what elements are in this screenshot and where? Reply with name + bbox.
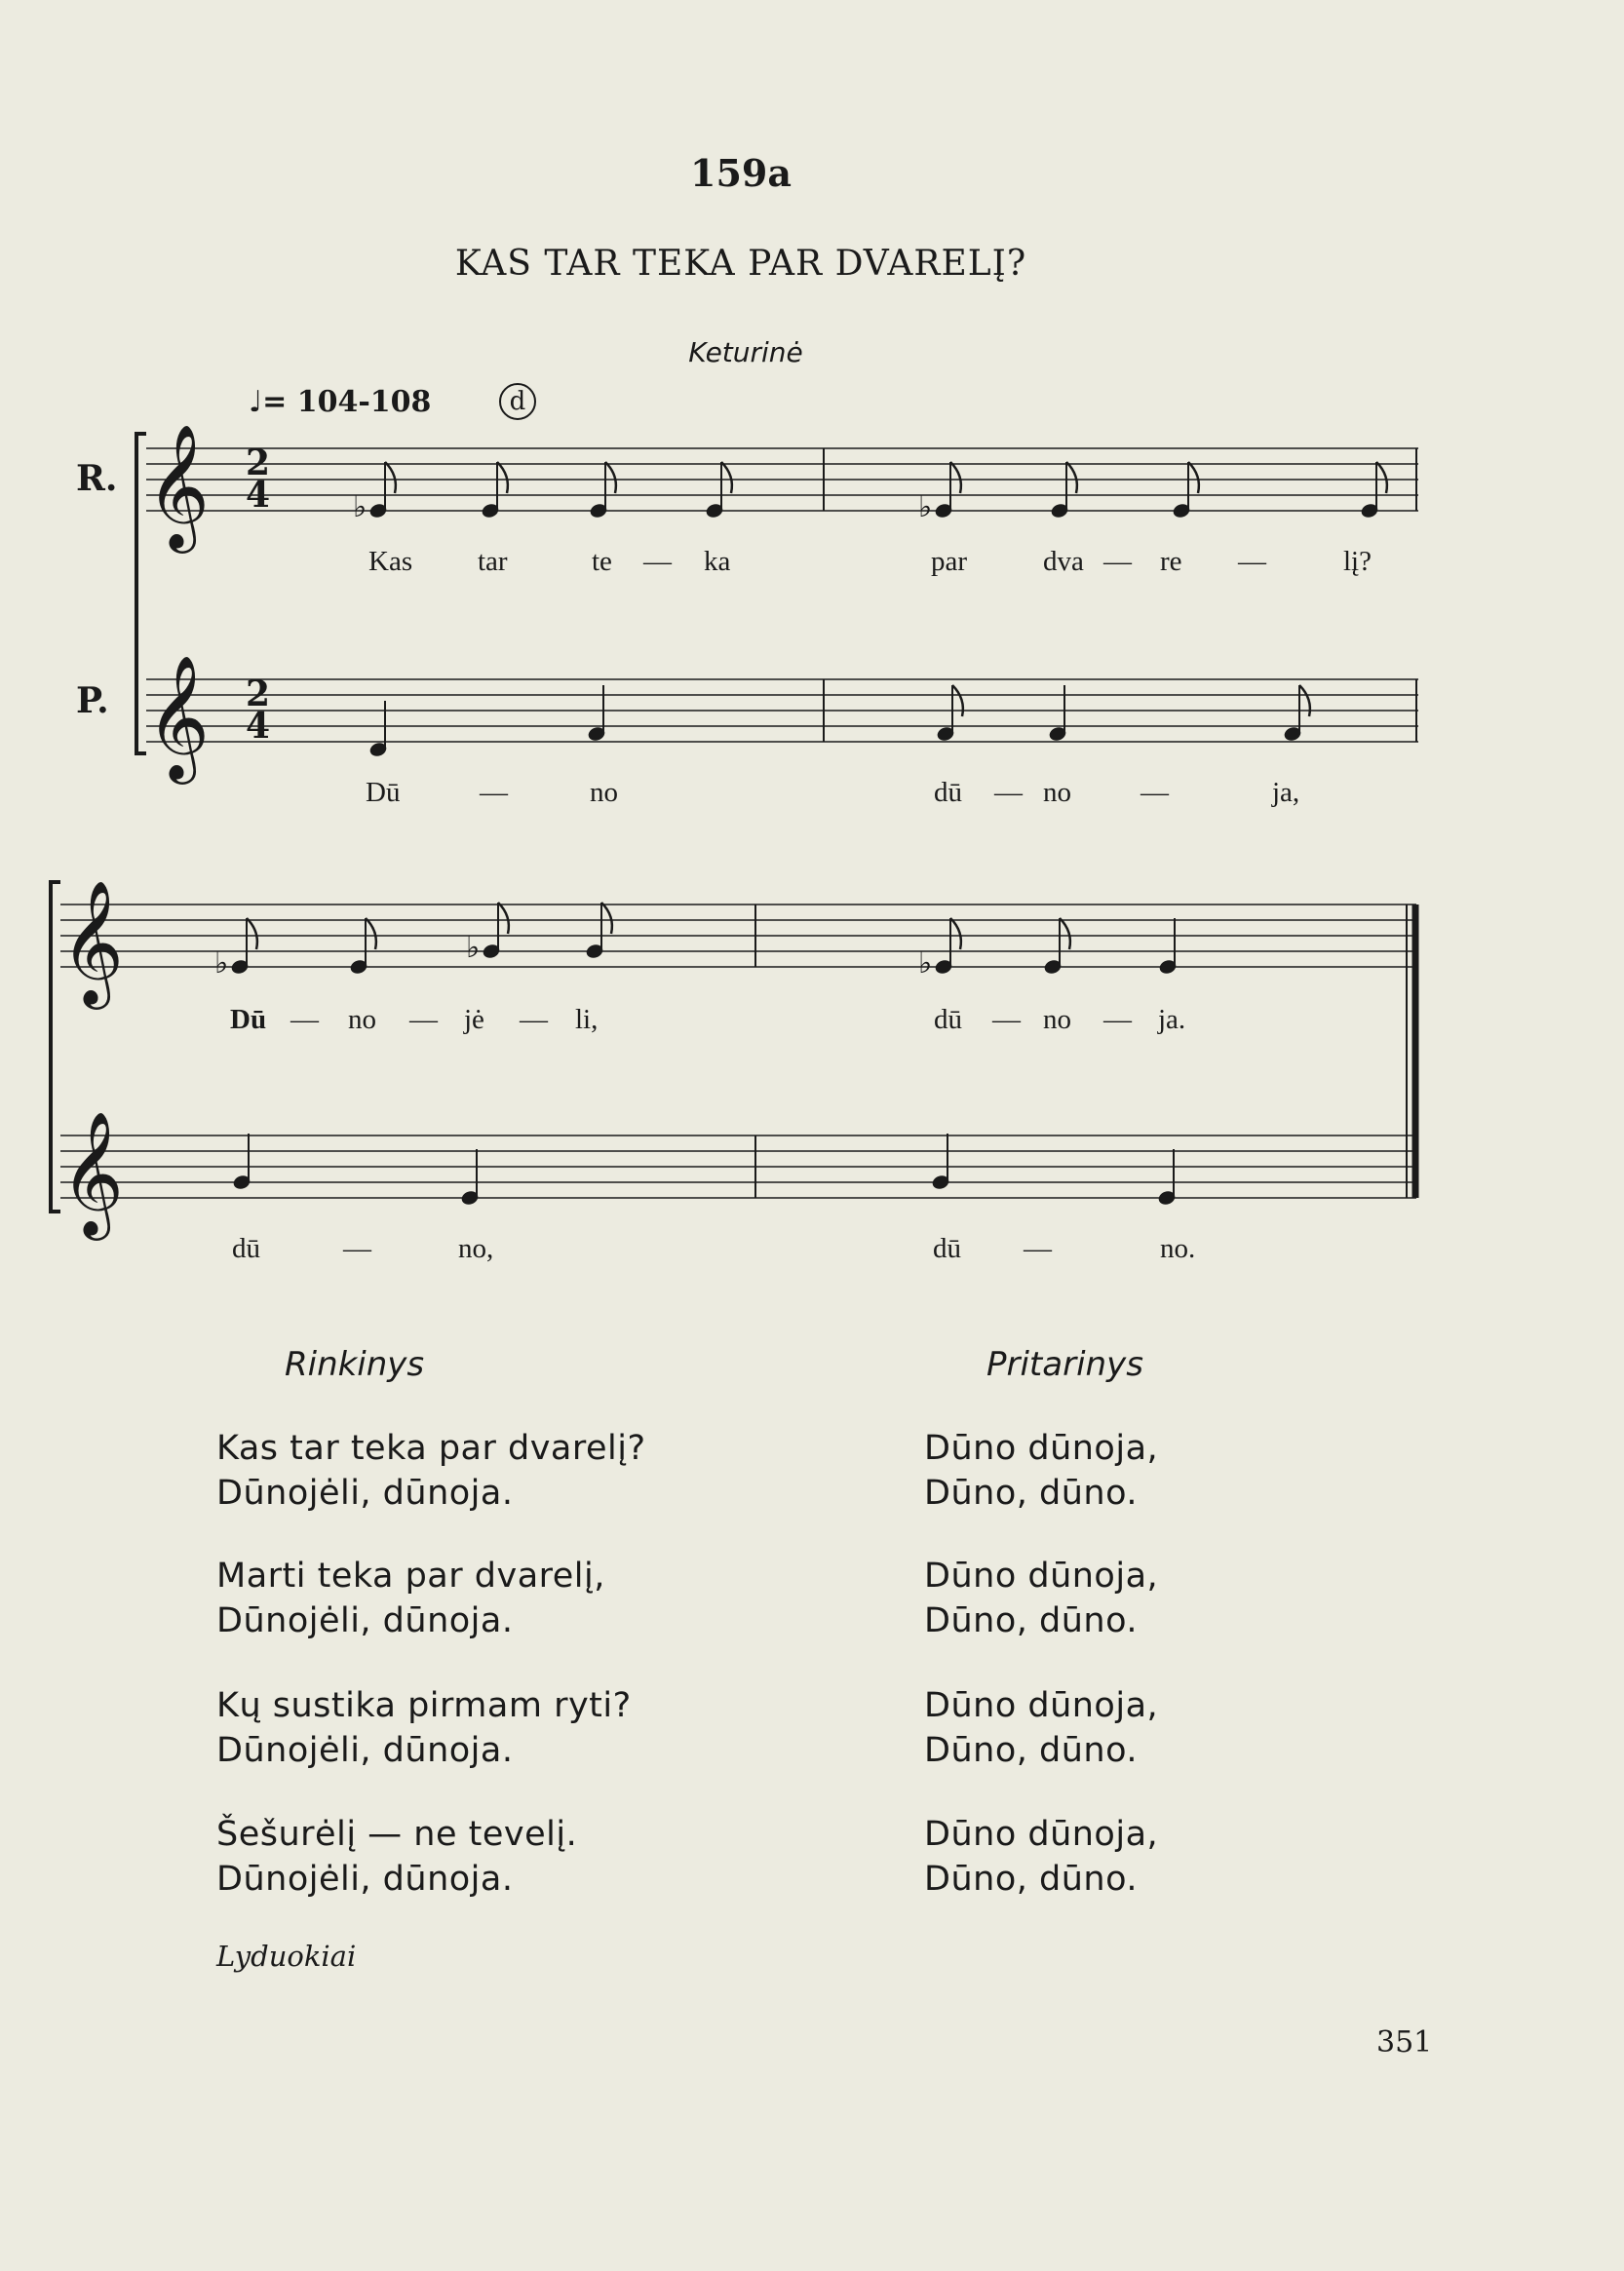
lyric-syllable: Kas — [368, 546, 413, 577]
treble-clef-icon: 𝄞 — [60, 1110, 125, 1235]
lyric-hyphen: — — [1103, 1004, 1132, 1035]
verse-line: Šešurėlį — ne tevelį. — [216, 1815, 578, 1854]
note-head — [232, 1134, 251, 1190]
lyric-syllable: dū — [933, 1233, 961, 1264]
lyric-syllable: lį? — [1343, 546, 1372, 577]
lyric-syllable: dva — [1043, 546, 1084, 577]
note-head — [1283, 685, 1309, 742]
lyric-syllable: jė — [464, 1004, 484, 1035]
note-head — [587, 685, 605, 742]
system1-bracket — [136, 434, 146, 753]
lyric-syllable: no — [1043, 1004, 1071, 1035]
verse-line: Dūnojėli, dūnoja. — [216, 1474, 514, 1513]
verse-line: Kų sustika pirmam ryti? — [216, 1686, 632, 1725]
flat-icon: ♭ — [214, 946, 229, 981]
lyric-hyphen: — — [1024, 1233, 1052, 1264]
lyric-syllable: tar — [478, 546, 508, 577]
note-head — [931, 1134, 949, 1190]
lyric-syllable: ja, — [1272, 777, 1300, 808]
lyric-syllable: no — [590, 777, 618, 808]
page-number: 351 — [1376, 2025, 1433, 2059]
verse-line: Dūnojėli, dūnoja. — [216, 1860, 514, 1899]
lyric-hyphen: — — [994, 777, 1023, 808]
tempo-value: = 104-108 — [262, 385, 432, 419]
genre-label: Keturinė — [688, 336, 803, 368]
refrain-line: Dūno dūnoja, — [924, 1686, 1159, 1725]
quarter-note-icon: ♩ — [249, 385, 263, 419]
voice-label-r: R. — [76, 458, 118, 499]
lyric-syllable: ka — [704, 546, 731, 577]
time-sig-bottom: 4 — [246, 475, 271, 516]
verse-line: Dūnojėli, dūnoja. — [216, 1731, 514, 1770]
note-head — [918, 462, 961, 524]
note-head — [466, 903, 509, 965]
note-head — [1157, 1149, 1176, 1206]
treble-clef-icon: 𝄞 — [60, 879, 125, 1004]
verse-line: Kas tar teka par dvarelį? — [216, 1429, 646, 1468]
lyric-hyphen: — — [480, 777, 508, 808]
refrain-line: Dūno dūnoja, — [924, 1429, 1159, 1468]
flat-icon: ♭ — [353, 490, 367, 524]
note-head — [1048, 685, 1066, 742]
lyric-syllable: Dū — [366, 777, 401, 808]
note-head — [353, 462, 396, 524]
lyric-syllable: par — [931, 546, 968, 577]
lyric-syllable: dū — [934, 777, 962, 808]
right-column-heading: Pritarinys — [986, 1345, 1143, 1384]
song-title: KAS TAR TEKA PAR DVARELĮ? — [454, 244, 1027, 284]
lyric-hyphen: — — [643, 546, 672, 577]
lyric-hyphen: — — [1141, 777, 1169, 808]
lyric-hyphen: — — [290, 1004, 319, 1035]
note-head — [214, 918, 257, 981]
lyric-syllable: dū — [232, 1233, 260, 1264]
refrain-line: Dūno dūnoja, — [924, 1815, 1159, 1854]
flat-icon: ♭ — [918, 490, 933, 524]
time-sig-top: 2 — [246, 674, 271, 714]
lyric-hyphen: — — [1103, 546, 1132, 577]
refrain-line: Dūno, dūno. — [924, 1601, 1138, 1640]
lyric-syllable: no, — [458, 1233, 494, 1264]
lyric-syllable: te — [592, 546, 612, 577]
treble-clef-icon: 𝄞 — [146, 654, 211, 779]
mode-mark: d — [499, 383, 536, 420]
lyric-syllable: ja. — [1158, 1004, 1186, 1035]
note-head — [368, 701, 387, 757]
refrain-line: Dūno, dūno. — [924, 1731, 1138, 1770]
lyric-hyphen: — — [992, 1004, 1021, 1035]
lyric-syllable: dū — [934, 1004, 962, 1035]
treble-clef-icon: 𝄞 — [146, 423, 211, 548]
flat-icon: ♭ — [466, 931, 481, 965]
left-column-heading: Rinkinys — [285, 1345, 425, 1384]
lyric-syllable: no — [348, 1004, 376, 1035]
refrain-line: Dūno, dūno. — [924, 1860, 1138, 1899]
lyric-hyphen: — — [520, 1004, 548, 1035]
voice-label-p: P. — [76, 680, 109, 721]
note-head — [936, 685, 962, 742]
time-sig-top: 2 — [246, 443, 271, 483]
lyric-hyphen: — — [409, 1004, 438, 1035]
lyric-syllable: re — [1160, 546, 1182, 577]
verse-line: Dūnojėli, dūnoja. — [216, 1601, 514, 1640]
refrain-line: Dūno, dūno. — [924, 1474, 1138, 1513]
note-head — [1158, 918, 1177, 975]
lyric-hyphen: — — [1238, 546, 1266, 577]
song-number: 159a — [690, 151, 792, 195]
lyric-syllable: li, — [575, 1004, 599, 1035]
lyric-hyphen: — — [343, 1233, 371, 1264]
refrain-line: Dūno dūnoja, — [924, 1557, 1159, 1596]
system2-bracket — [51, 882, 60, 1212]
source-locality: Lyduokiai — [216, 1940, 357, 1973]
verse-line: Marti teka par dvarelį, — [216, 1557, 605, 1596]
note-head — [460, 1149, 479, 1206]
lyric-syllable: no — [1043, 777, 1071, 808]
lyric-syllable: Dū — [230, 1004, 267, 1035]
time-sig-bottom: 4 — [246, 706, 271, 747]
lyric-syllable: no. — [1160, 1233, 1196, 1264]
note-head — [918, 918, 961, 981]
flat-icon: ♭ — [918, 946, 933, 981]
